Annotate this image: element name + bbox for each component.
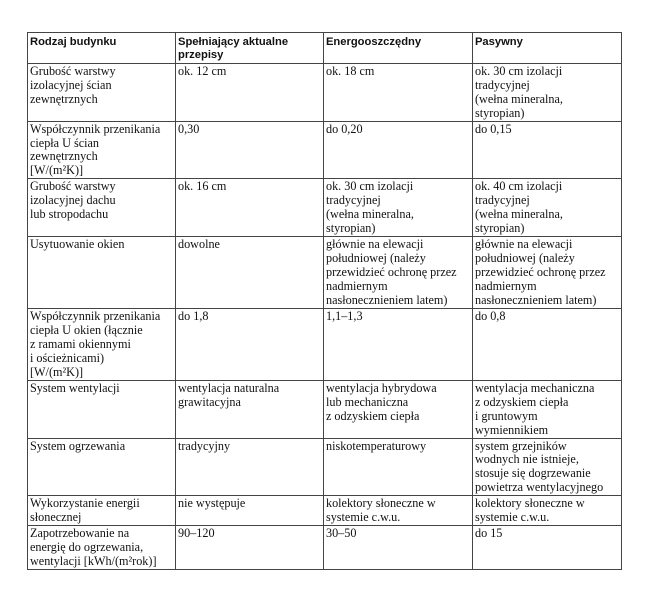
table-cell: kolektory słoneczne w systemie c.w.u. <box>472 496 621 526</box>
header-passive: Pasywny <box>472 33 621 64</box>
row-label: Zapotrzebowanie na energię do ogrzewania, wentylacji [kWh/(m²rok)] <box>28 526 176 570</box>
table-row <box>28 380 622 438</box>
table-row <box>28 308 622 380</box>
row-label: Grubość warstwy izolacyjnej dachu lub stropodachu <box>28 179 176 237</box>
table-cell: ok. 12 cm <box>175 64 323 122</box>
table-cell: do 1,8 <box>175 308 323 380</box>
table-cell: do 0,8 <box>472 308 621 380</box>
table-row <box>28 496 622 526</box>
header-building-type: Rodzaj budynku <box>28 33 176 64</box>
header-energy-efficient: Energooszczędny <box>323 33 472 64</box>
table-cell: nie występuje <box>175 496 323 526</box>
table-row <box>28 64 622 122</box>
table-row <box>28 438 622 496</box>
table-cell: do 15 <box>472 526 621 570</box>
table-cell: ok. 30 cm izolacji tradycyjnej (wełna mineralna, styropian) <box>472 64 621 122</box>
row-label: System ogrzewania <box>28 438 176 496</box>
table-row <box>28 236 622 308</box>
table-cell: system grzejników wodnych nie istnieje, stosuje się dogrzewanie powietrza wentylacyjnego <box>472 438 621 496</box>
table-cell: wentylacja mechaniczna z odzyskiem ciepła i gruntowym wymiennikiem <box>472 380 621 438</box>
table-cell: wentylacja naturalna grawitacyjna <box>175 380 323 438</box>
row-label: Współczynnik przenikania ciepła U okien (łącznie z ramami okiennymi i ościeżnicami) [W/(m²K)] <box>28 308 176 380</box>
table-cell: 90–120 <box>175 526 323 570</box>
table-row <box>28 179 622 237</box>
table-cell: wentylacja hybrydowa lub mechaniczna z odzyskiem ciepła <box>323 380 472 438</box>
table-cell: 1,1–1,3 <box>323 308 472 380</box>
table-cell: do 0,20 <box>323 121 472 179</box>
row-label: Wykorzystanie energii słonecznej <box>28 496 176 526</box>
table-cell: ok. 18 cm <box>323 64 472 122</box>
row-label: System wentylacji <box>28 380 176 438</box>
row-label: Grubość warstwy izolacyjnej ścian zewnętrznych <box>28 64 176 122</box>
table-cell: ok. 40 cm izolacji tradycyjnej (wełna mineralna, styropian) <box>472 179 621 237</box>
table-cell: do 0,15 <box>472 121 621 179</box>
table-cell: ok. 16 cm <box>175 179 323 237</box>
table-row <box>28 121 622 179</box>
table-cell: głównie na elewacji południowej (należy przewidzieć ochronę przez nadmiernym nasłonecznieniem latem) <box>323 236 472 308</box>
table-header-row <box>28 33 622 64</box>
row-label: Usytuowanie okien <box>28 236 176 308</box>
table-cell: 0,30 <box>175 121 323 179</box>
table-cell: ok. 30 cm izolacji tradycyjnej (wełna mineralna, styropian) <box>323 179 472 237</box>
table-cell: tradycyjny <box>175 438 323 496</box>
table-cell: głównie na elewacji południowej (należy przewidzieć ochronę przez nadmiernym nasłonecznieniem latem) <box>472 236 621 308</box>
table-cell: niskotemperaturowy <box>323 438 472 496</box>
header-current-regulations: Spełniający aktualne przepisy <box>175 33 323 64</box>
table-cell: kolektory słoneczne w systemie c.w.u. <box>323 496 472 526</box>
row-label: Współczynnik przenikania ciepła U ścian zewnętrznych [W/(m²K)] <box>28 121 176 179</box>
table-cell: 30–50 <box>323 526 472 570</box>
building-comparison-table <box>27 32 622 570</box>
table-row <box>28 526 622 570</box>
table-cell: dowolne <box>175 236 323 308</box>
